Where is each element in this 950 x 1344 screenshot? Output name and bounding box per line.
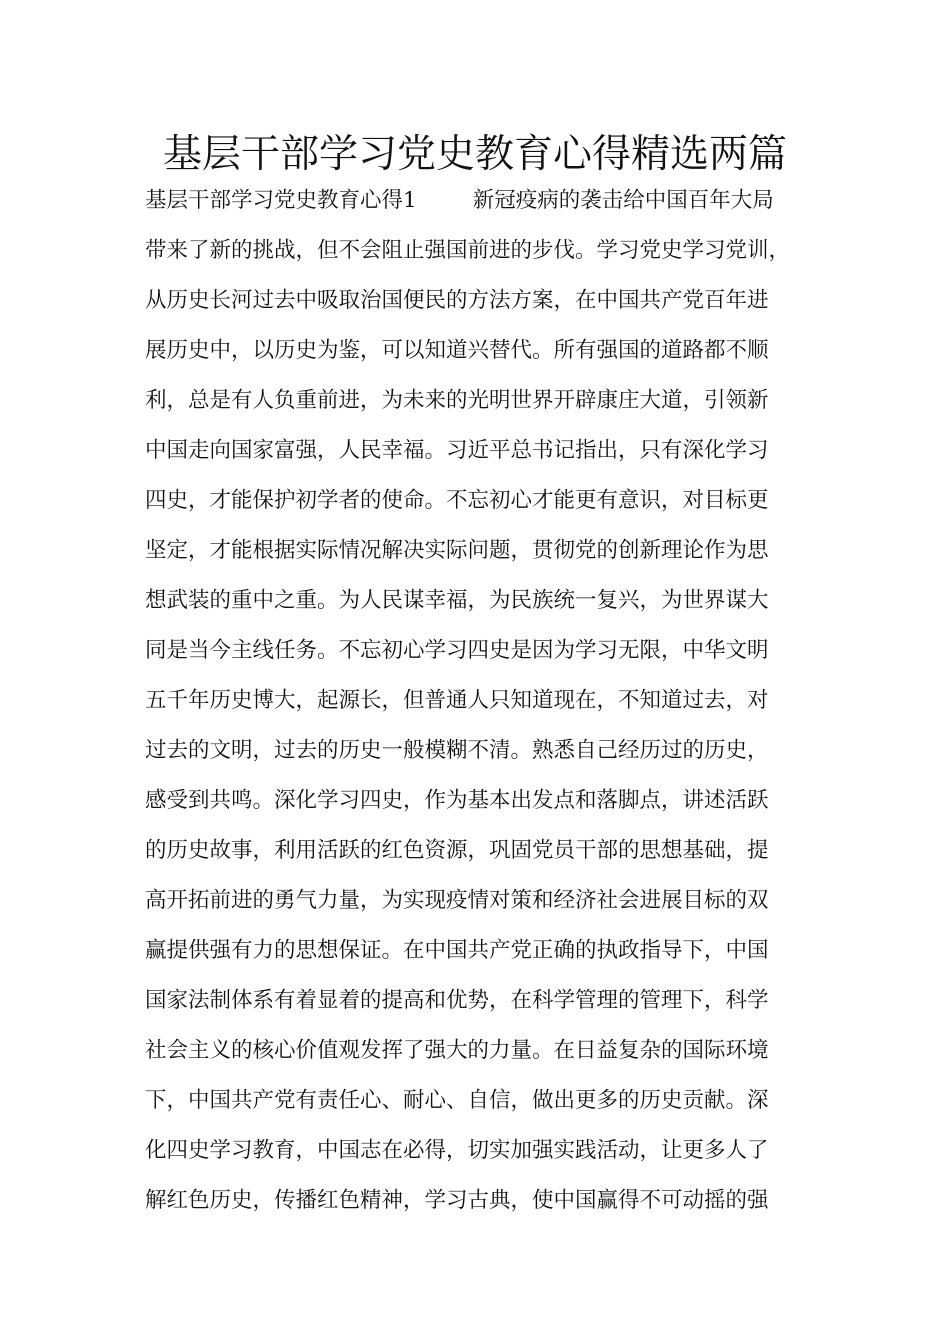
body-line: 中国走向国家富强，人民幸福。习近平总书记指出，只有深化学习 bbox=[145, 438, 769, 463]
section-heading: 基层干部学习党史教育心得1 bbox=[145, 188, 417, 213]
body-line: 感受到共鸣。深化学习四史，作为基本出发点和落脚点，讲述活跃 bbox=[145, 788, 769, 813]
body-line: 同是当今主线任务。不忘初心学习四史是因为学习无限，中华文明 bbox=[145, 638, 769, 663]
body-line: 五千年历史博大，起源长，但普通人只知道现在，不知道过去，对 bbox=[145, 688, 769, 713]
body-line: 的历史故事，利用活跃的红色资源，巩固党员干部的思想基础，提 bbox=[145, 838, 769, 863]
document-title: 基层干部学习党史教育心得精选两篇 bbox=[162, 132, 787, 177]
body-line: 高开拓前进的勇气力量，为实现疫情对策和经济社会进展目标的双 bbox=[145, 888, 769, 913]
body-line: 解红色历史，传播红色精神，学习古典，使中国赢得不可动摇的强 bbox=[145, 1188, 769, 1213]
first-line-text: 新冠疫病的袭击给中国百年大局 bbox=[472, 188, 774, 213]
document-body bbox=[145, 179, 825, 1229]
body-line: 化四史学习教育，中国志在必得，切实加强实践活动，让更多人了 bbox=[145, 1138, 769, 1163]
body-line: 赢提供强有力的思想保证。在中国共产党正确的执政指导下，中国 bbox=[145, 938, 769, 963]
body-line: 坚定，才能根据实际情况解决实际问题，贯彻党的创新理论作为思 bbox=[145, 538, 769, 563]
body-line: 下，中国共产党有责任心、耐心、自信，做出更多的历史贡献。深 bbox=[145, 1088, 769, 1113]
body-line: 带来了新的挑战，但不会阻止强国前进的步伐。学习党史学习党训， bbox=[145, 238, 791, 263]
body-line: 从历史长河过去中吸取治国便民的方法方案，在中国共产党百年进 bbox=[145, 288, 769, 313]
first-line bbox=[145, 179, 825, 229]
body-line: 展历史中，以历史为鉴，可以知道兴替代。所有强国的道路都不顺 bbox=[145, 338, 769, 363]
body-line: 利，总是有人负重前进，为未来的光明世界开辟康庄大道，引领新 bbox=[145, 388, 769, 413]
body-line: 社会主义的核心价值观发挥了强大的力量。在日益复杂的国际环境 bbox=[145, 1038, 769, 1063]
body-line: 四史，才能保护初学者的使命。不忘初心才能更有意识，对目标更 bbox=[145, 488, 769, 513]
body-line: 国家法制体系有着显着的提高和优势，在科学管理的管理下，科学 bbox=[145, 988, 769, 1013]
body-line: 过去的文明，过去的历史一般模糊不清。熟悉自己经历过的历史， bbox=[145, 738, 769, 763]
body-line: 想武装的重中之重。为人民谋幸福，为民族统一复兴，为世界谋大 bbox=[145, 588, 769, 613]
